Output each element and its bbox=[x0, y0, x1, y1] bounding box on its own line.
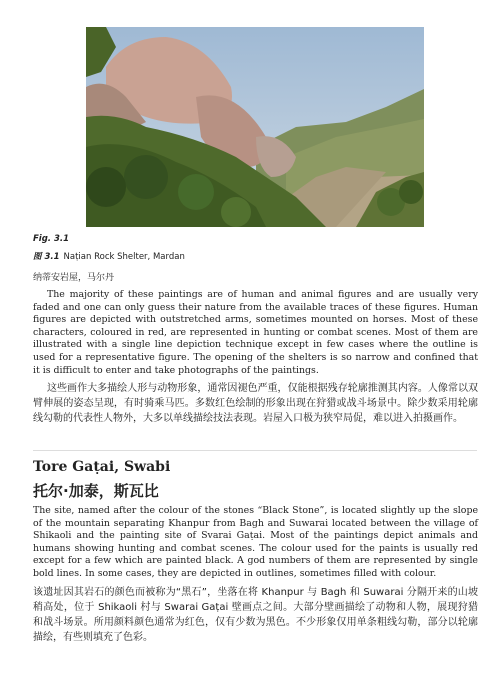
paragraph-chinese-2: 该遗址因其岩石的颜色而被称为“黑石”，坐落在将 Khanpur 与 Bagh 和 Suwarai 分隔开来的山坡稍高处，位于 Shikaoli 村与 Swarai Gaṭai 壁画点之间。大部分壁画描绘了动物和人物，展现狩猎和战斗场景。所用颜料颜色通常为红色，仅有少数为黑色。不少形象仅用单条粗线勾勒，部分以轮廓描绘，有些则填充了色彩。 bbox=[33, 587, 478, 643]
figure-label: 图 3.1 bbox=[33, 252, 60, 262]
paragraph-english-2: The site, named after the colour of the stones “Black Stone”, is located slightly up the slope of the mountain separating Khanpur from Bagh and Suwarai located between the village of Shikaoli and the painting site of Svarai Gaṭai. Most of the paintings depict animals and humans showing hunting and combat scenes. The colour used for the paints is usually red except for a few which are painted black. A god numbers of them are represented by single bold lines. In some cases, they are depicted in outlines, sometimes filled with colour. bbox=[33, 505, 478, 579]
rock-shelter-photo bbox=[86, 27, 424, 227]
paragraph-chinese-1: 这些画作大多描绘人形与动物形象，通常因褪色严重，仅能根据残存轮廓推测其内容。人像常以双臂伸展的姿态呈现，有时骑乘马匹。多数红色绘制的形象出现在狩猎或战斗场景中。除少数采用轮廓线勾勒的代表性人物外，大多以单线描绘技法表现。岩屋入口极为狭窄局促，难以进入拍摄画作。 bbox=[33, 383, 478, 424]
figure-number: Fig. 3.1 bbox=[33, 234, 70, 244]
section-divider bbox=[33, 450, 477, 451]
figure-caption bbox=[33, 250, 185, 262]
paragraph-english-1: The majority of these paintings are of human and animal figures and are usually very faded and one can only guess their nature from the available traces of these figures. Human figures are depicted with outstretched arms, sometimes mounted on horses. Most of these characters, coloured in red, are represented in hunting or combat scenes. Most of them are illustrated with a single line depiction technique except in few cases where the outline is used for a representative figure. The opening of the shelters is so narrow and confined that it is difficult to enter and take photographs of the paintings. bbox=[33, 289, 478, 376]
section-title-chinese: 托尔·加泰，斯瓦比 bbox=[33, 482, 159, 500]
section-title: Tore Gaṭai, Swabi bbox=[33, 459, 171, 475]
figure-caption-text: Naṭian Rock Shelter, Mardan bbox=[63, 252, 185, 262]
figure-caption-chinese: 纳蒂安岩屋，马尔丹 bbox=[33, 273, 115, 283]
